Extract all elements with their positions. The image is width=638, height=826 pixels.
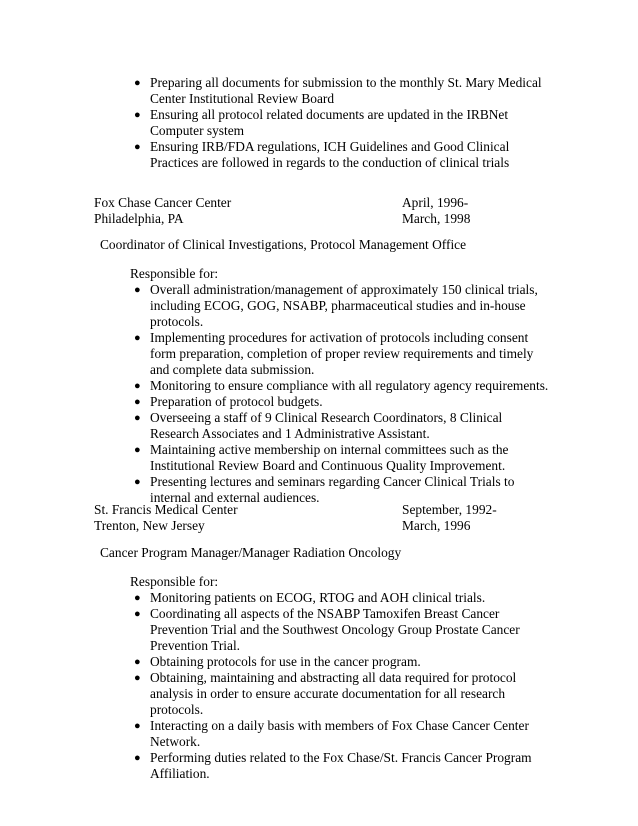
employer-location: Trenton, New Jersey: [94, 518, 205, 533]
bullet-icon: ●: [134, 77, 141, 89]
list-item: ● Implementing procedures for activation of protocols including consent form preparation, completion of proper review requirements and timely and complete data submission.: [134, 330, 534, 377]
employer-name: St. Francis Medical Center: [94, 502, 238, 517]
list-item: ● Preparing all documents for submission to the monthly St. Mary Medical Center Institutional Review Board: [134, 75, 542, 106]
date-end: March, 1996: [402, 518, 471, 533]
bullet-icon: ●: [134, 608, 141, 620]
bullet-icon: ●: [134, 672, 141, 684]
responsibility-list: [130, 282, 550, 506]
list-item: ● Coordinating all aspects of the NSABP Tamoxifen Breast Cancer Prevention Trial and the Southwest Oncology Group Prostate Cancer Prevention Trial.: [134, 606, 520, 653]
responsible-for-label: Responsible for:: [130, 574, 219, 589]
list-item: ● Preparation of protocol budgets.: [134, 394, 323, 409]
bullet-icon: ●: [134, 284, 141, 296]
list-item: ● Performing duties related to the Fox Chase/St. Francis Cancer Program Affiliation.: [134, 750, 532, 781]
list-item: ● Overall administration/management of approximately 150 clinical trials, including ECOG, GOG, NSABP, pharmaceutical studies and in-house protocols.: [134, 282, 538, 329]
bullet-icon: ●: [134, 752, 141, 764]
employer-header-st-francis: [94, 502, 564, 534]
responsibility-list: [130, 590, 550, 782]
bullet-icon: ●: [134, 720, 141, 732]
list-item: ● Obtaining, maintaining and abstracting all data required for protocol analysis in order to ensure accurate documentation for all research protocols.: [134, 670, 517, 717]
bullet-icon: ●: [134, 656, 141, 668]
list-item: ● Obtaining protocols for use in the cancer program.: [134, 654, 421, 669]
date-start: April, 1996-: [402, 195, 469, 210]
list-item: ● Ensuring all protocol related documents are updated in the IRBNet Computer system: [134, 107, 509, 138]
position-title: Cancer Program Manager/Manager Radiation Oncology: [100, 545, 402, 560]
bullet-icon: ●: [134, 592, 141, 604]
list-item: ● Overseeing a staff of 9 Clinical Research Coordinators, 8 Clinical Research Associates and 1 Administrative Assistant.: [134, 410, 503, 441]
list-item: ● Maintaining active membership on internal committees such as the Institutional Review Board and Continuous Quality Improvement.: [134, 442, 509, 473]
responsibilities-fox-chase: [130, 266, 550, 506]
bullet-icon: ●: [134, 444, 141, 456]
bullet-icon: ●: [134, 380, 141, 392]
bullet-icon: ●: [134, 141, 141, 153]
responsibilities-st-francis: [130, 574, 550, 782]
employer-name: Fox Chase Cancer Center: [94, 195, 232, 210]
employer-location: Philadelphia, PA: [94, 211, 184, 226]
bullet-icon: ●: [134, 412, 141, 424]
list-item: ● Interacting on a daily basis with members of Fox Chase Cancer Center Network.: [134, 718, 529, 749]
list-item: ● Ensuring IRB/FDA regulations, ICH Guidelines and Good Clinical Practices are followed in regards to the conduction of clinical trials: [134, 139, 510, 170]
date-end: March, 1998: [402, 211, 471, 226]
employer-header-fox-chase: [94, 195, 564, 227]
list-item: ● Presenting lectures and seminars regarding Cancer Clinical Trials to internal and external audiences.: [134, 474, 515, 505]
bullet-icon: ●: [134, 476, 141, 488]
bullet-icon: ●: [134, 396, 141, 408]
list-item: ● Monitoring to ensure compliance with all regulatory agency requirements.: [134, 378, 549, 393]
bullet-icon: ●: [134, 332, 141, 344]
position-title: Coordinator of Clinical Investigations, Protocol Management Office: [100, 237, 467, 252]
previous-job-bullet-list: [130, 75, 550, 171]
bullet-icon: ●: [134, 109, 141, 121]
date-start: September, 1992-: [402, 502, 497, 517]
responsible-for-label: Responsible for:: [130, 266, 219, 281]
list-item: ● Monitoring patients on ECOG, RTOG and AOH clinical trials.: [134, 590, 486, 605]
